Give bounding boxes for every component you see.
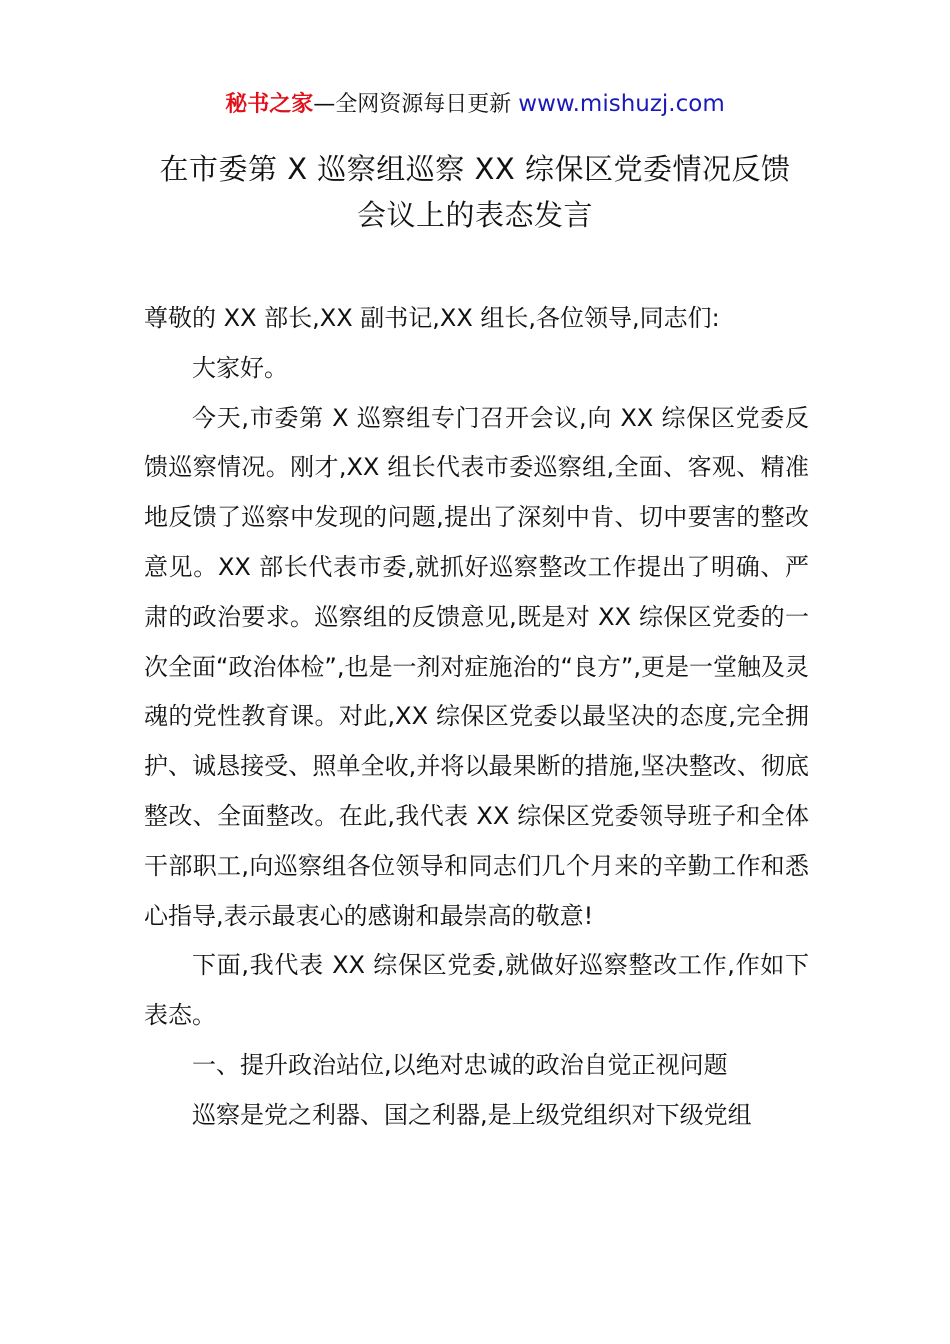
paragraph-3: 巡察是党之利器、国之利器,是上级党组织对下级党组 — [192, 1100, 752, 1129]
section-heading-1: 一、提升政治站位,以绝对忠诚的政治自觉正视问题 — [192, 1050, 728, 1079]
site-header — [0, 88, 950, 121]
paragraph-1: 今天,市委第 X 巡察组专门召开会议,向 XX 综保区党委反馈巡察情况。刚才,XX 组长代表市委巡察组,全面、客观、精准地反馈了巡察中发现的问题,提出了深刻中肯、切中要害的整改意见。XX 部长代表市委,就抓好巡察整改工作提出了明确、严肃的政治要求。巡察组的反馈意见,既是对 XX 综保区党委的一次全面“政治体检”,也是一剂对症施治的“良方”,更是一堂触及灵魂的党性教育课。对此,XX 综保区党委以最坚决的态度,完全拥护、诚恳接受、照单全收,并将以最果断的措施,坚决整改、彻底整改、全面整改。在此,我代表 XX 综保区党委领导班子和全体干部职工,向巡察组各位领导和同志们几个月来的辛勤工作和悉心指导,表示最衷心的感谢和最崇高的敬意! — [144, 403, 809, 930]
title-line-2: 会议上的表态发言 — [356, 198, 593, 232]
paragraph-2: 下面,我代表 XX 综保区党委,就做好巡察整改工作,作如下表态。 — [144, 951, 809, 1030]
header-url-link[interactable]: www.mishuzj.com — [518, 91, 725, 117]
header-brand: 秘书之家 — [225, 92, 314, 117]
document-body — [144, 294, 809, 1141]
header-tagline: —全网资源每日更新 — [313, 92, 512, 117]
salutation: 尊敬的 XX 部长,XX 副书记,XX 组长,各位领导,同志们: — [144, 304, 720, 332]
title-line-1: 在市委第 X 巡察组巡察 XX 综保区党委情况反馈 — [159, 152, 791, 186]
greeting: 大家好。 — [192, 353, 288, 382]
document-title — [100, 146, 850, 238]
